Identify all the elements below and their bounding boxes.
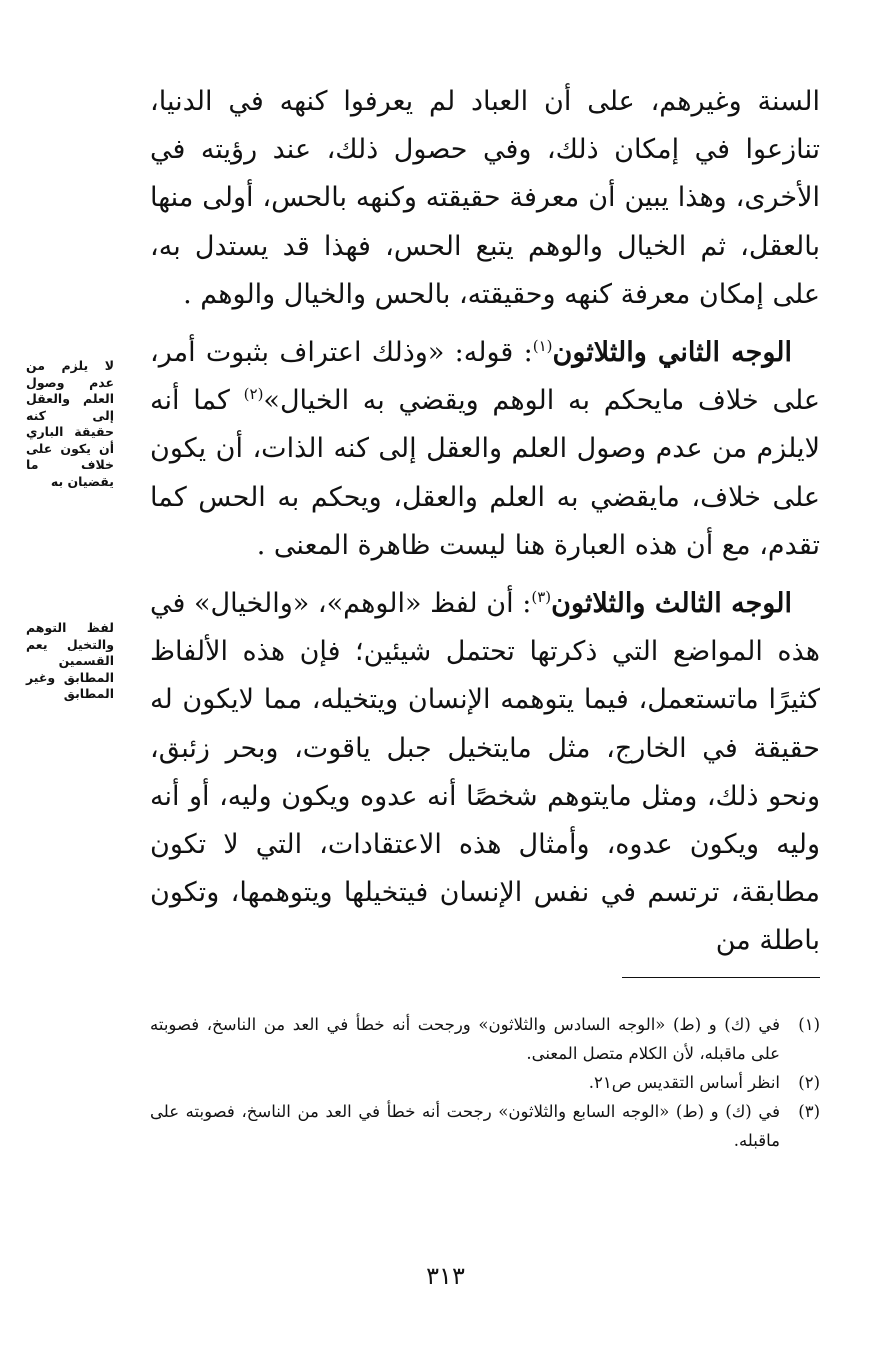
footnote-1 <box>150 1010 820 1068</box>
main-text <box>150 78 820 966</box>
footnote-ref-2: (٢) <box>243 385 264 404</box>
footnote-text: انظر أساس التقديس ص٢١. <box>588 1073 780 1092</box>
footnote-ref-1: (١) <box>532 337 553 356</box>
footnote-text: في (ك) و (ط) «الوجه السادس والثلاثون» ورجحت أنه خطأ في العد من الناسخ، فصوبته على ماقبله، لأن الكلام متصل المعنى. <box>150 1015 780 1063</box>
paragraph-2-part-a: : قوله: «وذلك اعتراف بثبوت أمر، على خلاف مايحكم به الوهم ويقضي به الخيال» <box>150 337 820 417</box>
paragraph-2-part-b: كما أنه لايلزم من عدم وصول العلم والعقل إلى كنه الذات، أن يكون على خلاف، مايقضي به العلم والعقل، ويحكم به الحس كما تقدم، مع أن هذه العبارة هنا ليست ظاهرة المعنى . <box>150 385 820 561</box>
footnote-separator <box>622 977 820 978</box>
paragraph-2 <box>150 329 820 570</box>
margin-note-1: لا يلزم من عدم وصول العلم والعقل إلى كنه حقيقة الباري أن يكون على خلاف ما يقضيان به <box>26 358 114 489</box>
footnote-ref-3: (٣) <box>531 588 552 607</box>
footnote-number: (٢) <box>798 1073 820 1092</box>
paragraph-3-part-a: : أن لفظ «الوهم»، «والخيال» في هذه المواضع التي ذكرتها تحتمل شيئين؛ فإن هذه الألفاظ كثيرًا ماتستعمل، فيما يتوهمه الإنسان ويتخيله، مما لايكون له حقيقة في الخارج، مثل مايتخيل جبل ياقوت، وبحر زئبق، ونحو ذلك، ومثل مايتوهم شخصًا أنه عدوه ويكون وليه، أو أنه وليه ويكون عدوه، وأمثال هذه الاعتقادات، التي لا تكون مطابقة، ترتسم في نفس الإنسان فيتخيلها ويتوهمها، وتكون باطلة من <box>150 588 820 957</box>
page-number: ٣١٣ <box>426 1262 465 1290</box>
footnote-number: (٣) <box>798 1102 820 1121</box>
footnote-2 <box>150 1068 820 1097</box>
margin-note-2: لفظ التوهم والتخيل يعم القسمين المطابق وغير المطابق <box>26 620 114 701</box>
footnote-text: في (ك) و (ط) «الوجه السابع والثلاثون» رجحت أنه خطأ في العد من الناسخ، فصوبته على ماقبله. <box>150 1102 780 1150</box>
paragraph-3 <box>150 580 820 966</box>
footnotes <box>150 1010 820 1155</box>
footnote-3 <box>150 1097 820 1155</box>
paragraph-1: السنة وغيرهم، على أن العباد لم يعرفوا كنهه في الدنيا، تنازعوا في إمكان ذلك، وفي حصول ذلك، عند رؤيته في الأخرى، وهذا يبين أن معرفة حقيقته وكنهه بالحس، أولى منها بالعقل، ثم الخيال والوهم يتبع الحس، فهذا قد يستدل به، على إمكان معرفة كنهه وحقيقته، بالحس والخيال والوهم . <box>150 86 820 310</box>
section-heading-32: الوجه الثاني والثلاثون <box>552 337 792 369</box>
footnote-number: (١) <box>798 1015 820 1034</box>
section-heading-33: الوجه الثالث والثلاثون <box>551 588 792 620</box>
